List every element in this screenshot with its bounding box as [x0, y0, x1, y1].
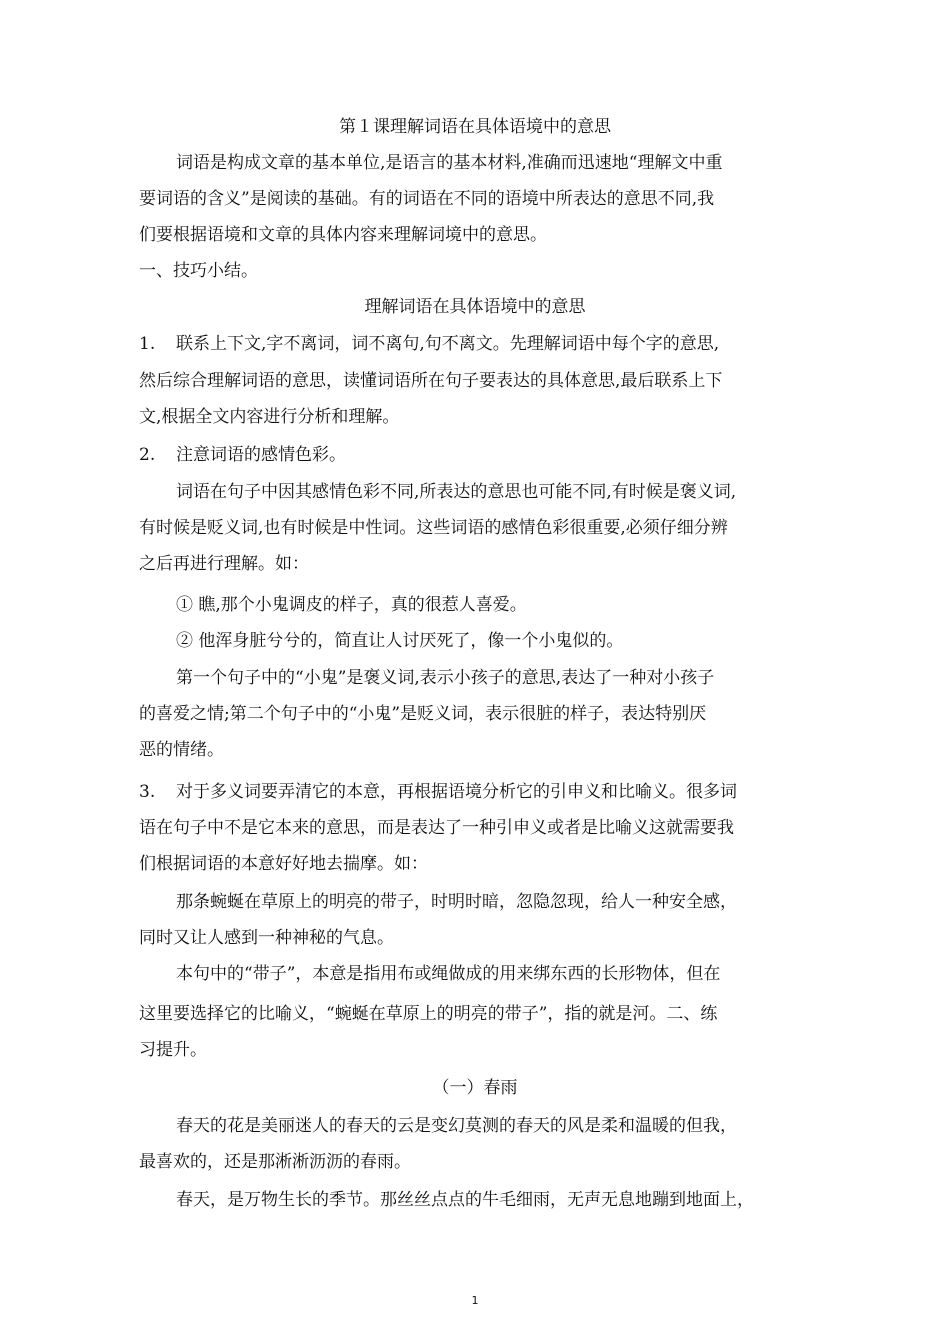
paragraph-line: 之后再进行理解。如：: [139, 554, 309, 574]
item-line: 语在句子中不是它本来的意思，而是表达了一种引申义或者是比喻义这就需要我: [139, 818, 734, 838]
passage-line: 最喜欢的，还是那淅淅沥沥的春雨。: [139, 1152, 411, 1172]
paragraph-line: 词语在句子中因其感情色彩不同,所表达的意思也可能不同,有时候是褒义词,: [176, 482, 737, 502]
item-number: 3.: [139, 782, 156, 802]
item-line: 对于多义词要弄清它的本意，再根据语境分析它的引申义和比喻义。很多词: [176, 782, 737, 802]
lesson-title: 第１课理解词语在具体语境中的意思: [339, 117, 611, 137]
item-line: 文,根据全文内容进行分析和理解。: [139, 407, 400, 427]
section-heading: 一、技巧小结。: [139, 261, 258, 281]
passage-title: （一）春雨: [432, 1078, 518, 1098]
item-number: 1.: [139, 334, 156, 354]
item-line: 们根据词语的本意好好地去揣摩。如：: [139, 854, 428, 874]
paragraph-line: 本句中的“带子”，本意是指用布或绳做成的用来绑东西的长形物体，但在: [176, 964, 721, 984]
paragraph-line: 这里要选择它的比喻义，“蜿蜒在草原上的明亮的带子”，指的就是河。二、练: [139, 1004, 718, 1024]
item-line: 然后综合理解词语的意思，读懂词语所在句子要表达的具体意思,最后联系上下: [139, 371, 723, 391]
paragraph-line: 习提升。: [139, 1040, 207, 1060]
page-number: 1: [471, 1294, 479, 1307]
example-sentence: 同时又让人感到一种神秘的气息。: [139, 928, 394, 948]
intro-line: 要词语的含义”是阅读的基础。有的词语在不同的语境中所表达的意思不同,我: [139, 189, 715, 209]
item-heading: 注意词语的感情色彩。: [176, 445, 346, 465]
passage-line: 春天的花是美丽迷人的春天的云是变幻莫测的春天的风是柔和温暖的但我，: [176, 1116, 737, 1136]
paragraph-line: 恶的情绪。: [139, 740, 224, 760]
item-line: 联系上下文,字不离词，词不离句,句不离文。先理解词语中每个字的意思,: [176, 334, 720, 354]
section-subtitle: 理解词语在具体语境中的意思: [364, 297, 586, 317]
example-sentence: 那条蜿蜒在草原上的明亮的带子，时明时暗，忽隐忽现，给人一种安全感，: [176, 892, 737, 912]
example-sentence: ② 他浑身脏兮兮的，简直让人讨厌死了，像一个小鬼似的。: [176, 631, 624, 651]
passage-line: 春天，是万物生长的季节。那丝丝点点的牛毛细雨，无声无息地蹦到地面上，: [176, 1190, 754, 1210]
intro-line: 们要根据语境和文章的具体内容来理解词境中的意思。: [139, 225, 547, 245]
item-number: 2.: [139, 445, 156, 465]
paragraph-line: 有时候是贬义词,也有时候是中性词。这些词语的感情色彩很重要,必须仔细分辨: [139, 518, 728, 538]
paragraph-line: 第一个句子中的“小鬼”是褒义词,表示小孩子的意思,表达了一种对小孩子: [176, 668, 715, 688]
example-sentence: ① 瞧,那个小鬼调皮的样子，真的很惹人喜爱。: [176, 595, 527, 615]
intro-line: 词语是构成文章的基本单位,是语言的基本材料,准确而迅速地“理解文中重: [176, 153, 723, 173]
paragraph-line: 的喜爱之情;第二个句子中的“小鬼”是贬义词，表示很脏的样子，表达特别厌: [139, 704, 707, 724]
